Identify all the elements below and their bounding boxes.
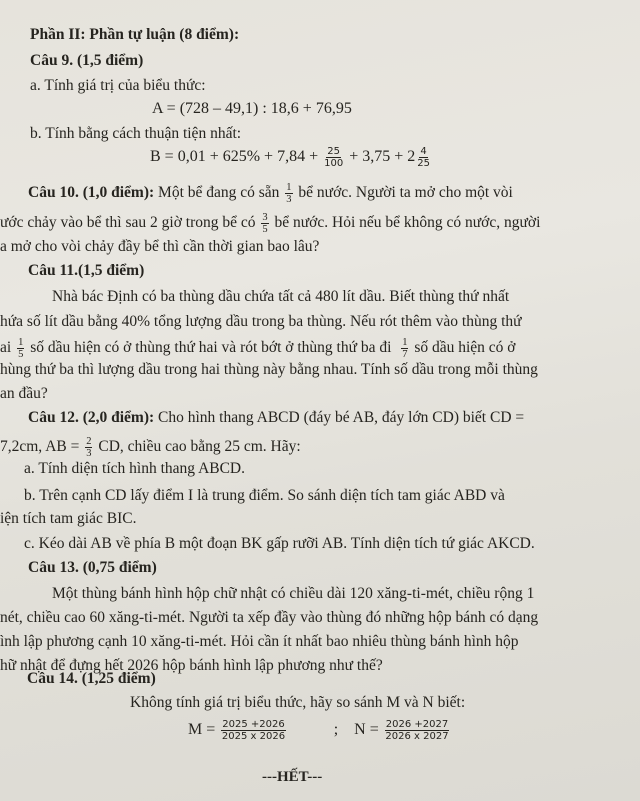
- question-9b-expression: [150, 146, 432, 169]
- question-12c: c. Kéo dài AB về phía B một đoạn BK gấp rưỡi AB. Tính diện tích tứ giác AKCD.: [24, 535, 535, 552]
- denominator: 3: [86, 448, 92, 459]
- question-11-line-3: [0, 337, 516, 360]
- question-12a: a. Tính diện tích hình thang ABCD.: [24, 460, 246, 477]
- numerator: 1: [402, 337, 408, 348]
- question-9b-label: b. Tính bằng cách thuận tiện nhất:: [30, 125, 242, 142]
- n-label: N =: [354, 721, 379, 738]
- text: số dầu hiện có ở: [414, 339, 516, 357]
- fraction-1-7: [401, 337, 408, 360]
- question-11-line-1: Nhà bác Định có ba thùng dầu chứa tất cả 480 lít dầu. Biết thùng thứ nhất: [52, 288, 510, 305]
- text: ai: [0, 339, 12, 357]
- question-10-title: Câu 10. (1,0 điểm):: [28, 184, 155, 202]
- question-12-line-1: [28, 409, 524, 427]
- text: CD, chiều cao bằng 25 cm. Hãy:: [98, 438, 301, 456]
- denominator: 3: [286, 194, 292, 205]
- denominator: 25: [417, 158, 430, 169]
- text: Cho hình thang ABCD (đáy bé AB, đáy lớn CD) biết CD =: [158, 409, 525, 426]
- question-13-line-1: Một thùng bánh hình hộp chữ nhật có chiều dài 120 xăng-ti-mét, chiều rộng 1: [52, 585, 535, 602]
- question-12b-line-1: b. Trên cạnh CD lấy điểm I là trung điểm. So sánh diện tích tam giác ABD và: [24, 487, 505, 504]
- numerator: 1: [286, 182, 292, 193]
- question-13-line-4: hữ nhật để đựng hết 2026 hộp bánh hình lập phương như thế?: [0, 657, 383, 674]
- numerator: 3: [262, 212, 268, 223]
- question-10-line-2: [0, 212, 540, 235]
- fraction-2-3: [85, 436, 92, 459]
- question-9a-label: a. Tính giá trị của biểu thức:: [30, 77, 206, 94]
- denominator: 2026 x 2027: [385, 730, 449, 742]
- fraction-3-5: [261, 212, 268, 235]
- question-13-line-2: nét, chiều cao 60 xăng-ti-mét. Người ta xếp đầy vào thùng đó những hộp bánh có dạng: [0, 609, 539, 626]
- text: Một bể đang có sẵn: [158, 184, 280, 202]
- question-11-line-2: hứa số lít dầu bằng 40% tổng lượng dầu trong ba thùng. Nếu rót thêm vào thùng thứ: [0, 313, 522, 330]
- expr-prefix: B = 0,01 + 625% + 7,84 +: [150, 148, 319, 166]
- question-10-line-1: [28, 182, 513, 205]
- denominator: 7: [402, 349, 408, 360]
- question-10-line-3: a mở cho vòi chảy đầy bể thì cần thời gian bao lâu?: [0, 238, 320, 255]
- fraction-m: [221, 719, 285, 742]
- question-12-title: Câu 12. (2,0 điểm):: [28, 409, 155, 426]
- fraction-25-100: [324, 146, 343, 169]
- text: ước chảy vào bể thì sau 2 giờ trong bể có: [0, 214, 256, 232]
- question-11-line-4: hùng thứ ba thì lượng dầu trong hai thùng này bằng nhau. Tính số dầu trong mỗi thùng: [0, 361, 538, 378]
- numerator: 4: [420, 146, 427, 157]
- question-11-title: Câu 11.(1,5 điểm): [28, 262, 145, 279]
- fraction-1-5: [17, 337, 24, 360]
- text: bể nước. Hỏi nếu bể không có nước, người: [274, 214, 541, 232]
- question-9a-expression: A = (728 – 49,1) : 18,6 + 76,95: [152, 100, 352, 117]
- numerator: 2: [86, 436, 92, 447]
- question-13-title: Câu 13. (0,75 điểm): [28, 559, 157, 576]
- question-12b-line-2: iện tích tam giác BIC.: [0, 510, 137, 527]
- denominator: 5: [18, 349, 24, 360]
- text: 7,2cm, AB =: [0, 438, 80, 456]
- question-14-title: Câu 14. (1,25 điểm): [27, 670, 156, 687]
- text: bể nước. Người ta mở cho một vòi: [298, 184, 513, 202]
- question-14-expressions: [188, 716, 451, 744]
- m-label: M =: [188, 721, 216, 738]
- numerator: 1: [18, 337, 24, 348]
- question-12-line-2: [0, 436, 301, 459]
- denominator: 2025 x 2026: [221, 730, 286, 742]
- question-11-line-5: an đầu?: [0, 385, 48, 402]
- fraction-n: [385, 719, 449, 742]
- question-13-line-3: ình lập phương cạnh 10 xăng-ti-mét. Hỏi cần ít nhất bao nhiêu thùng bánh hình hộp: [0, 633, 519, 650]
- numerator: 2025 +2026: [222, 718, 285, 730]
- separator: ;: [333, 721, 339, 738]
- denominator: 100: [324, 158, 344, 169]
- question-14-line-1: Không tính giá trị biểu thức, hãy so sánh M và N biết:: [130, 694, 466, 711]
- question-9-title: Câu 9. (1,5 điểm): [30, 52, 144, 69]
- numerator: 2026 +2027: [385, 718, 449, 730]
- end-marker: ---HẾT---: [262, 769, 323, 785]
- part-title: Phần II: Phần tự luận (8 điểm):: [30, 26, 240, 43]
- expr-mid: + 3,75 + 2: [349, 148, 416, 166]
- denominator: 5: [262, 224, 268, 235]
- fraction-1-3: [285, 182, 292, 205]
- numerator: 25: [327, 146, 340, 157]
- text: số dầu hiện có ở thùng thứ hai và rót bớt ở thùng thứ ba đi: [30, 339, 392, 357]
- fraction-4-25: [417, 146, 430, 169]
